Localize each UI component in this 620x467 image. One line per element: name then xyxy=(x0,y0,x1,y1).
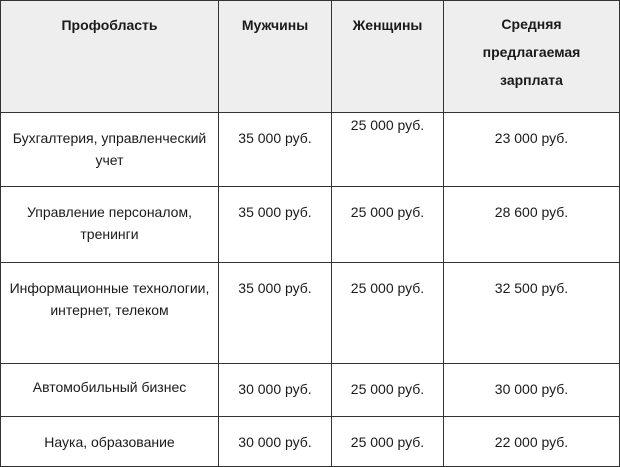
cell-men: 30 000 руб. xyxy=(219,364,332,417)
cell-women: 25 000 руб. xyxy=(332,417,444,467)
table-row xyxy=(1,187,620,263)
cell-area: Автомобильный бизнес xyxy=(1,364,219,417)
cell-area: Информационные технологии, интернет, телеком xyxy=(1,263,219,364)
header-row xyxy=(1,1,620,113)
table-row xyxy=(1,113,620,187)
header-men: Мужчины xyxy=(219,1,332,113)
header-average-line3: зарплата xyxy=(500,72,563,88)
cell-men: 35 000 руб. xyxy=(219,187,332,263)
cell-men: 35 000 руб. xyxy=(219,263,332,364)
table-header xyxy=(1,1,620,113)
cell-average: 22 000 руб. xyxy=(444,417,620,467)
cell-area: Наука, образование xyxy=(1,417,219,467)
header-area: Профобласть xyxy=(1,1,219,113)
cell-women: 25 000 руб. xyxy=(332,187,444,263)
table-row xyxy=(1,417,620,467)
cell-average: 32 500 руб. xyxy=(444,263,620,364)
cell-average: 28 600 руб. xyxy=(444,187,620,263)
header-women: Женщины xyxy=(332,1,444,113)
table-body xyxy=(1,113,620,467)
cell-men: 35 000 руб. xyxy=(219,113,332,187)
cell-men: 30 000 руб. xyxy=(219,417,332,467)
table-row xyxy=(1,263,620,364)
cell-women: 25 000 руб. xyxy=(332,364,444,417)
cell-average: 30 000 руб. xyxy=(444,364,620,417)
cell-women: 25 000 руб. xyxy=(332,263,444,364)
header-average-line2: предлагаемая xyxy=(482,44,581,60)
cell-area: Бухгалтерия, управленческий учет xyxy=(1,113,219,187)
table-row xyxy=(1,364,620,417)
header-average-line1: Средняя xyxy=(501,16,562,32)
header-average-salary xyxy=(444,1,620,113)
cell-average: 23 000 руб. xyxy=(444,113,620,187)
cell-area: Управление персоналом, тренинги xyxy=(1,187,219,263)
cell-women: 25 000 руб. xyxy=(332,113,444,187)
